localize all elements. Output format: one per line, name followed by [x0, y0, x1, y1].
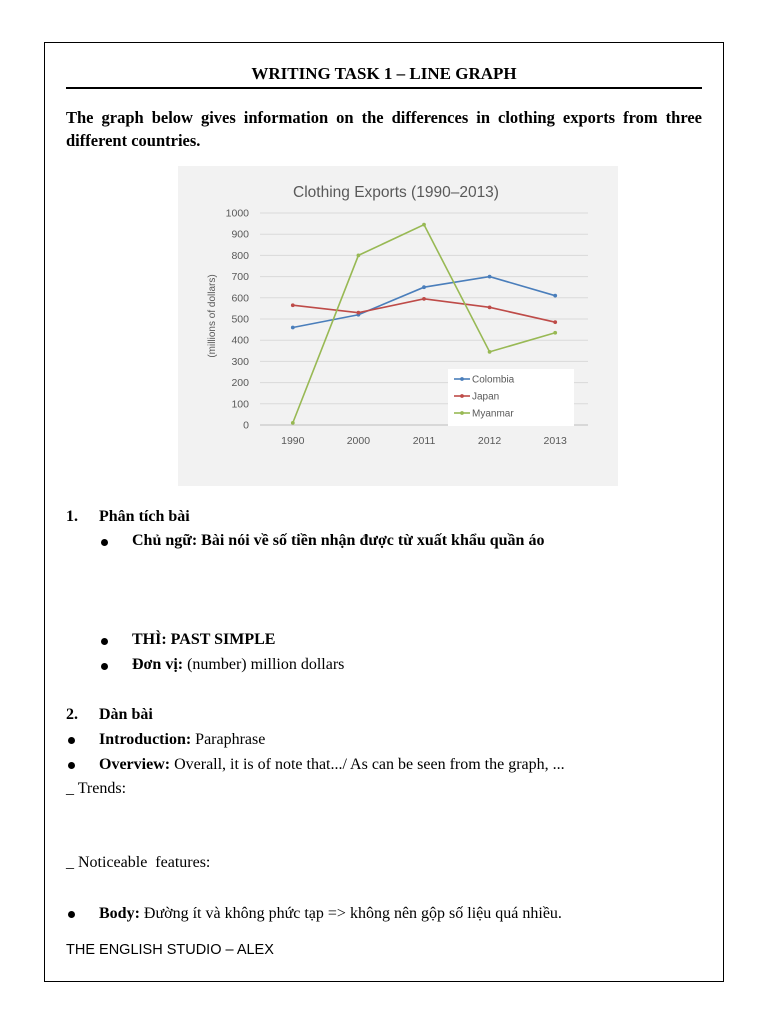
data-point-colombia: [291, 326, 295, 330]
data-point-colombia: [488, 275, 492, 279]
title-underline: [66, 87, 702, 89]
y-tick-label: 800: [231, 249, 249, 262]
legend-label-colombia: Colombia: [472, 374, 515, 386]
tense-bullet: THÌ: PAST SIMPLE: [132, 631, 276, 648]
legend-marker-japan: [460, 394, 464, 398]
body-bullet: Body: Đường ít và không phức tạp => không nên gộp số liệu quá nhiều.: [99, 905, 562, 922]
bullet-dot: [101, 663, 108, 670]
data-point-japan: [488, 305, 492, 309]
bullet-dot: [68, 737, 75, 744]
y-tick-label: 300: [231, 355, 249, 368]
data-point-colombia: [422, 285, 426, 289]
overview-bullet: Overview: Overall, it is of note that.../ As can be seen from the graph, ...: [99, 756, 565, 773]
y-tick-label: 700: [231, 271, 249, 284]
bullet-dot: [101, 539, 108, 546]
data-point-japan: [553, 320, 557, 324]
legend-label-myanmar: Myanmar: [472, 408, 514, 420]
introduction-bullet: Introduction: Paraphrase: [99, 731, 266, 748]
bullet-dot: [68, 911, 75, 918]
chart-svg: [178, 166, 618, 486]
page-title: WRITING TASK 1 – LINE GRAPH: [251, 64, 517, 83]
data-point-colombia: [553, 294, 557, 298]
trends-line: _ Trends:: [66, 780, 127, 797]
subject-bullet: Chủ ngữ: Bài nói về số tiền nhận được từ xuất khẩu quần áo: [132, 532, 545, 549]
noticeable-features-line: _ Noticeable features:: [66, 854, 211, 871]
unit-bullet: Đơn vị: (number) million dollars: [132, 656, 345, 673]
section-2-heading: Dàn bài: [99, 706, 153, 723]
task-prompt: The graph below gives information on the differences in clothing exports from three different countries.: [66, 108, 702, 150]
data-point-myanmar: [357, 254, 361, 258]
chart-title: Clothing Exports (1990–2013): [293, 184, 499, 201]
y-tick-label: 500: [231, 313, 249, 326]
data-point-japan: [422, 297, 426, 301]
data-point-japan: [357, 311, 361, 315]
legend-marker-colombia: [460, 377, 464, 381]
series-line-colombia: [293, 277, 555, 328]
data-point-japan: [291, 303, 295, 307]
x-tick-label: 2011: [412, 435, 436, 447]
y-tick-label: 900: [231, 228, 249, 241]
legend-label-japan: Japan: [472, 391, 500, 403]
line-chart: [178, 166, 618, 486]
y-tick-label: 1000: [225, 207, 249, 220]
data-point-myanmar: [488, 350, 492, 354]
y-axis-label: (millions of dollars): [207, 274, 218, 358]
section-1-heading: Phân tích bài: [99, 508, 190, 525]
y-tick-label: 100: [231, 398, 249, 411]
x-tick-label: 1990: [281, 435, 305, 447]
x-tick-label: 2000: [346, 435, 371, 447]
bullet-dot: [68, 762, 75, 769]
y-tick-label: 0: [243, 419, 249, 432]
x-tick-label: 2012: [477, 435, 502, 447]
section-1-number: 1.: [66, 508, 78, 525]
data-point-myanmar: [422, 223, 426, 227]
data-point-myanmar: [553, 331, 557, 335]
x-tick-label: 2013: [543, 435, 567, 447]
y-tick-label: 400: [231, 334, 249, 347]
footer-credit: THE ENGLISH STUDIO – ALEX: [66, 942, 274, 958]
legend-marker-myanmar: [460, 411, 464, 415]
y-tick-label: 600: [231, 292, 249, 305]
y-tick-label: 200: [231, 377, 249, 390]
section-2-number: 2.: [66, 706, 78, 723]
bullet-dot: [101, 638, 108, 645]
data-point-myanmar: [291, 421, 295, 425]
